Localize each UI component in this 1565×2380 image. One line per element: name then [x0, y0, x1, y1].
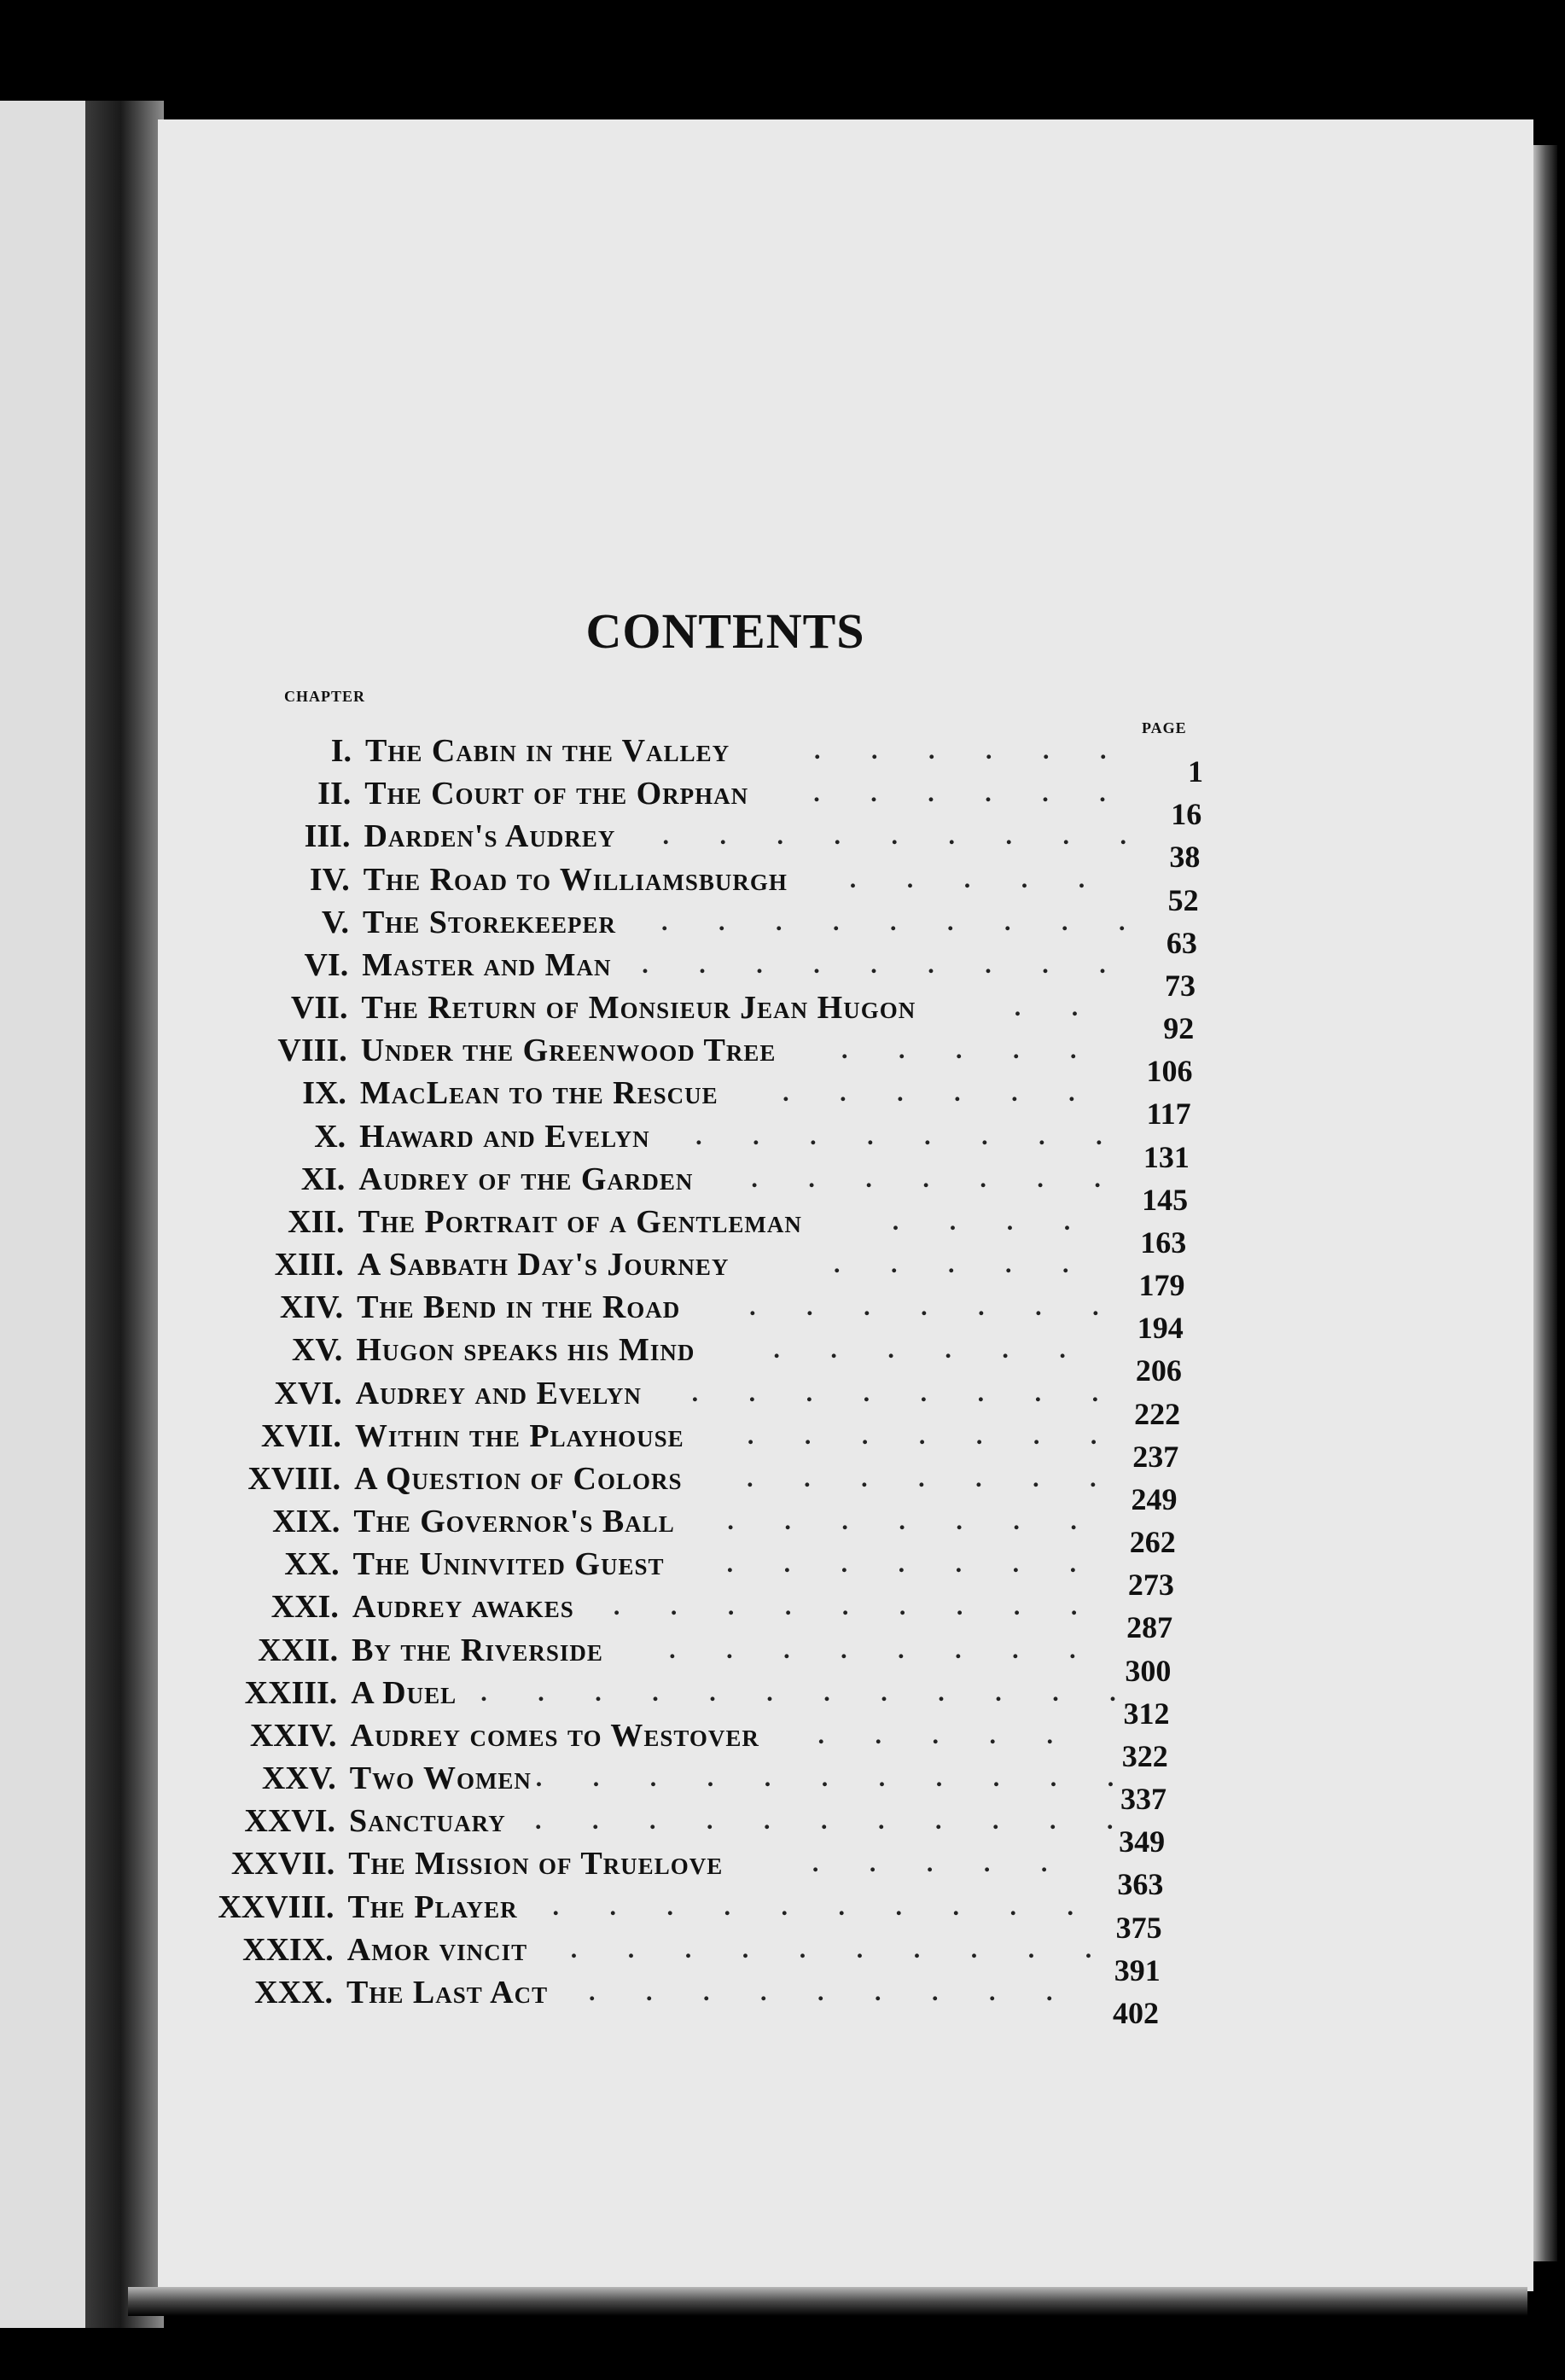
chapter-number: XXIV. — [249, 1717, 337, 1754]
contents-entry — [0, 1842, 1565, 1885]
dot-leader: . . . . . . — [813, 779, 1128, 808]
contents-entry — [0, 1500, 1565, 1543]
chapter-title: By the Riverside — [352, 1632, 603, 1668]
contents-entry — [0, 772, 1565, 815]
chapter-number: XXI. — [271, 1589, 339, 1626]
contents-entry — [0, 1029, 1565, 1072]
chapter-title: Hugon speaks his Mind — [356, 1332, 695, 1369]
dot-leader: . . . . . . . . . — [662, 822, 1149, 851]
page-number: 106 — [1146, 1054, 1193, 1089]
chapter-number: XVII. — [260, 1417, 341, 1454]
contents-entry — [0, 730, 1565, 772]
chapter-number: VII. — [290, 990, 348, 1027]
chapter-title: Within the Playhouse — [354, 1417, 684, 1454]
contents-entry — [0, 815, 1565, 858]
chapter-number: XIII. — [274, 1247, 344, 1283]
chapter-number: I. — [330, 733, 352, 769]
chapter-title: The Cabin in the Valley — [365, 733, 730, 769]
page-number: 145 — [1142, 1182, 1189, 1217]
chapter-number: XIV. — [279, 1289, 344, 1326]
contents-entry — [0, 1714, 1565, 1757]
page-number: 391 — [1114, 1952, 1161, 1987]
chapter-title: The Uninvited Guest — [352, 1546, 665, 1583]
contents-entry — [0, 944, 1565, 986]
page-column-label: PAGE — [1142, 719, 1187, 736]
chapter-number: X. — [314, 1118, 346, 1155]
chapter-title: The Storekeeper — [362, 904, 616, 940]
chapter-title: Audrey comes to Westover — [350, 1717, 759, 1754]
dot-leader: . . . . . . . . . — [589, 1978, 1075, 2006]
dot-leader: . . — [1014, 993, 1101, 1022]
dot-leader: . . . . . . . — [726, 1550, 1099, 1579]
dot-leader: . . . . . . . — [749, 1293, 1121, 1322]
dot-leader: . . . . . . . . . . . — [535, 1764, 1137, 1793]
chapter-title: The Court of the Orphan — [364, 776, 749, 812]
page-number: 16 — [1171, 797, 1202, 832]
contents-heading: CONTENTS — [585, 603, 865, 659]
chapter-number: III. — [304, 818, 351, 855]
page-number: 375 — [1115, 1910, 1162, 1945]
dot-leader: . . . . . — [849, 864, 1108, 893]
page-number: 273 — [1127, 1568, 1174, 1603]
contents-entry — [0, 1886, 1565, 1929]
page-number: 73 — [1165, 968, 1196, 1003]
dot-leader: . . . . . . — [782, 1079, 1097, 1108]
chapter-title: Under the Greenwood Tree — [360, 1033, 777, 1069]
page-number: 1 — [1188, 754, 1203, 788]
page-number: 117 — [1146, 1097, 1191, 1132]
page-number: 237 — [1132, 1439, 1179, 1474]
chapter-number: XXV. — [261, 1760, 336, 1797]
chapter-title: The Last Act — [346, 1975, 549, 2010]
dot-leader: . . . . . . . — [751, 1164, 1123, 1193]
contents-entry — [0, 858, 1565, 901]
page-number: 337 — [1120, 1782, 1166, 1817]
chapter-number: II. — [317, 776, 352, 812]
dot-leader: . . . . . . . . — [695, 1121, 1125, 1150]
chapter-title: Haward and Evelyn — [359, 1118, 650, 1155]
page-number: 363 — [1117, 1867, 1164, 1902]
contents-entry — [0, 1115, 1565, 1158]
page-number: 38 — [1169, 840, 1201, 875]
page-number: 194 — [1137, 1311, 1184, 1346]
dot-leader: . . . . . — [841, 1036, 1099, 1065]
chapter-number: XIX. — [272, 1504, 340, 1540]
chapter-title: Audrey awakes — [352, 1589, 574, 1626]
contents-entry — [0, 1543, 1565, 1586]
chapter-title: Master and Man — [362, 946, 612, 983]
chapter-number: XX. — [284, 1546, 340, 1583]
chapter-number: IV. — [309, 861, 350, 898]
contents-entry — [0, 1372, 1565, 1415]
chapter-number: IX. — [302, 1075, 346, 1112]
dot-leader: . . . . . . . . . . — [570, 1935, 1114, 1964]
page-number: 322 — [1121, 1738, 1168, 1773]
chapter-number: XXX. — [254, 1975, 333, 2010]
contents-entry — [0, 1672, 1565, 1714]
page-number: 262 — [1129, 1525, 1176, 1560]
dot-leader: . . . . . . . . . — [642, 950, 1128, 979]
chapter-title: A Sabbath Day's Journey — [357, 1247, 730, 1283]
page-number: 206 — [1135, 1353, 1182, 1388]
page-number: 349 — [1119, 1824, 1166, 1859]
chapter-title: The Road to Williamsburgh — [363, 861, 788, 898]
page-number: 131 — [1143, 1139, 1190, 1174]
chapter-number: XXIII. — [244, 1674, 338, 1711]
chapter-number: XXVIII. — [218, 1888, 335, 1925]
contents-entry — [0, 901, 1565, 944]
chapter-number: XI. — [300, 1161, 346, 1197]
page-number: 402 — [1113, 1996, 1159, 2030]
chapter-title: The Bend in the Road — [357, 1289, 681, 1326]
chapter-number: XVIII. — [247, 1460, 341, 1497]
chapter-number: VI. — [304, 946, 349, 983]
contents-entry — [0, 1800, 1565, 1842]
page-number: 163 — [1140, 1225, 1187, 1260]
dot-leader: . . . . . . . . — [669, 1635, 1098, 1664]
dot-leader: . . . . . — [812, 1849, 1070, 1878]
page-number: 287 — [1126, 1610, 1173, 1645]
chapter-title: Two Women — [349, 1760, 532, 1797]
contents-entry — [0, 1415, 1565, 1458]
chapter-title: Sanctuary — [349, 1803, 506, 1840]
chapter-number: XXVI. — [244, 1803, 336, 1840]
contents-entry — [0, 1201, 1565, 1243]
contents-entry — [0, 1072, 1565, 1114]
contents-entry — [0, 1458, 1565, 1500]
dot-leader: . . . . . . . . . — [660, 907, 1148, 936]
contents-entry — [0, 1929, 1565, 1971]
dot-leader: . . . . . . . . . . . — [535, 1807, 1136, 1836]
chapter-title: MacLean to the Rescue — [359, 1075, 719, 1112]
chapter-title: A Question of Colors — [354, 1460, 683, 1497]
contents-entry — [0, 1757, 1565, 1800]
dot-leader: . . . . . . . — [727, 1507, 1099, 1536]
dot-leader: . . . . . . . . — [691, 1378, 1121, 1407]
chapter-number: XXII. — [258, 1632, 339, 1668]
page-number: 179 — [1138, 1268, 1185, 1303]
page-number: 52 — [1167, 882, 1199, 917]
contents-entry — [0, 1629, 1565, 1672]
dot-leader: . . . . . . . . . . . . — [480, 1678, 1138, 1707]
chapter-number: XXVII. — [230, 1846, 335, 1882]
chapter-title: Darden's Audrey — [364, 818, 616, 855]
dot-leader: . . . . . . . — [747, 1421, 1120, 1450]
chapter-title: The Player — [347, 1888, 518, 1925]
dot-leader: . . . . . . . — [747, 1463, 1119, 1493]
dot-leader: . . . . . . . . . . — [552, 1892, 1097, 1921]
chapter-title: Amor vincit — [346, 1931, 528, 1968]
dot-leader: . . . . . . . . . — [613, 1592, 1100, 1621]
chapter-title: The Return of Monsieur Jean Hugon — [361, 990, 916, 1027]
chapter-number: XXIX. — [242, 1931, 334, 1968]
dot-leader: . . . . — [892, 1207, 1093, 1236]
page-number: 249 — [1131, 1481, 1178, 1516]
contents-entry — [0, 1329, 1565, 1371]
page-number: 300 — [1125, 1653, 1172, 1688]
dot-leader: . . . . . — [817, 1720, 1076, 1749]
page-number: 222 — [1134, 1396, 1181, 1431]
contents-entry — [0, 1971, 1565, 2014]
chapter-title: Audrey of the Garden — [358, 1161, 694, 1197]
chapter-title: The Mission of Truelove — [348, 1846, 724, 1882]
contents-entry — [0, 1158, 1565, 1201]
page-number: 312 — [1123, 1696, 1170, 1731]
chapter-title: The Portrait of a Gentleman — [358, 1203, 802, 1240]
chapter-column-label: CHAPTER — [284, 688, 366, 705]
chapter-number: VIII. — [277, 1033, 347, 1069]
dot-leader: . . . . . — [833, 1250, 1091, 1279]
dot-leader: . . . . . . — [773, 1335, 1088, 1365]
chapter-title: A Duel — [351, 1674, 457, 1711]
page-number: 92 — [1163, 1011, 1195, 1046]
chapter-title: The Governor's Ball — [353, 1504, 675, 1540]
page-number: 63 — [1166, 925, 1197, 960]
chapter-number: XVI. — [274, 1375, 342, 1411]
contents-entry — [0, 986, 1565, 1029]
contents-entry — [0, 1243, 1565, 1286]
chapter-number: XII. — [288, 1203, 345, 1240]
contents-entry — [0, 1586, 1565, 1628]
contents-entry — [0, 1286, 1565, 1329]
chapter-title: Audrey and Evelyn — [355, 1375, 642, 1411]
chapter-number: V. — [321, 904, 349, 940]
chapter-number: XV. — [291, 1332, 343, 1369]
dot-leader: . . . . . . — [814, 736, 1129, 765]
